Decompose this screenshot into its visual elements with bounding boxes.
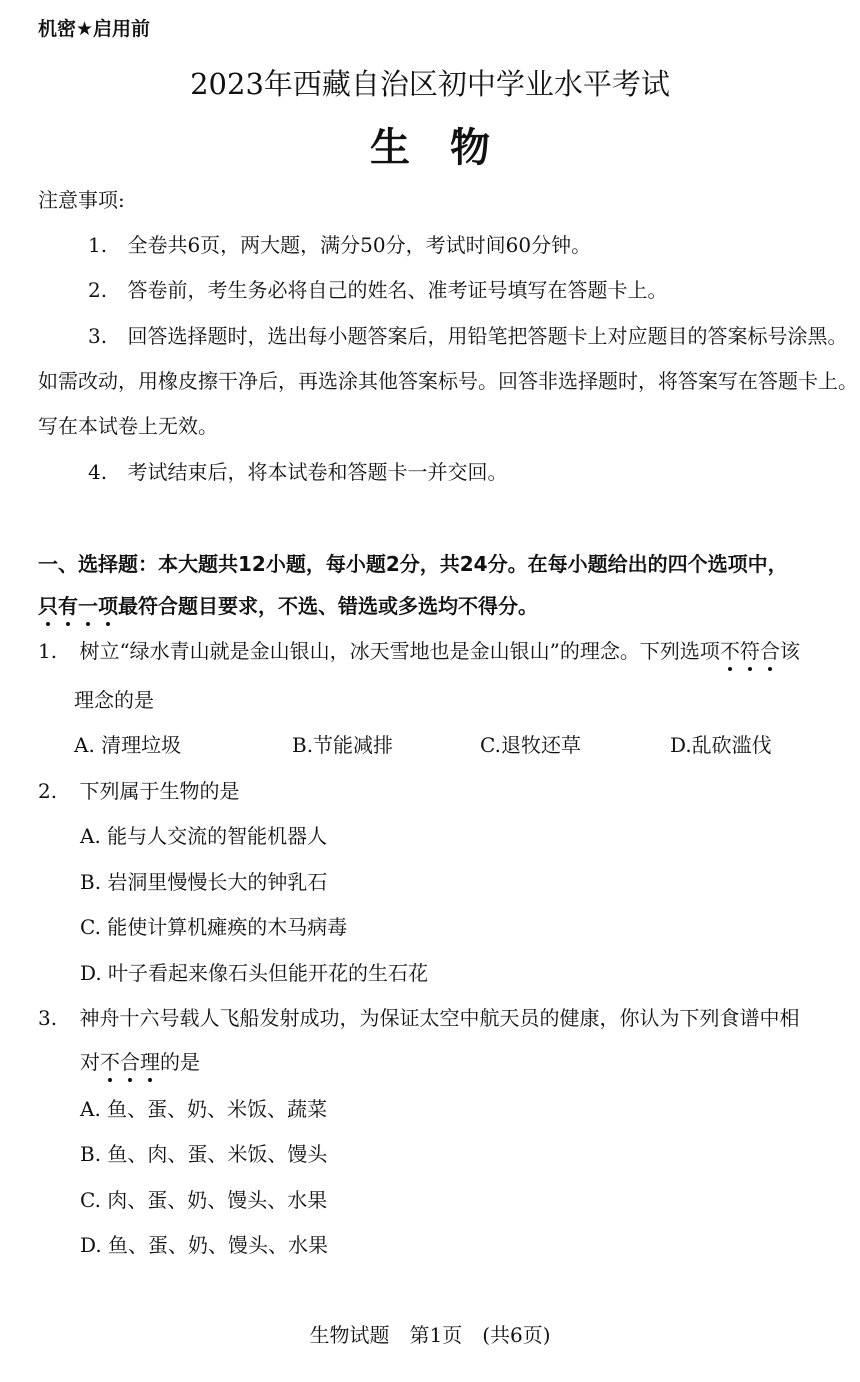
question-2-option-a: A. 能与人交流的智能机器人 — [80, 824, 328, 848]
note-item-4 — [88, 456, 507, 485]
question-number: 2. — [38, 779, 58, 803]
page-footer: 生物试题 第1页 (共6页) — [309, 1323, 551, 1347]
note-text: 答卷前，考生务必将自己的姓名、准考证号填写在答题卡上。 — [127, 278, 668, 302]
question-1-option-c: C.退牧还草 — [480, 733, 581, 757]
question-3-option-d: D. 鱼、蛋、奶、馒头、水果 — [80, 1233, 329, 1257]
question-number: 1. — [38, 639, 58, 663]
section-heading-continued — [38, 590, 538, 619]
question-1-continued: 理念的是 — [74, 688, 154, 712]
question-3-option-c: C. 肉、蛋、奶、馒头、水果 — [80, 1188, 328, 1212]
section-heading: 一、选择题：本大题共12小题，每小题2分，共24分。在每小题给出的四个选项中， — [38, 552, 788, 576]
exam-title: 2023年西藏自治区初中学业水平考试 — [190, 67, 670, 101]
note-number: 2. — [88, 278, 108, 302]
question-number: 3. — [38, 1006, 58, 1030]
note-item-3 — [88, 320, 847, 349]
question-stem-end: 的是 — [160, 1050, 200, 1074]
question-1-option-b: B.节能减排 — [292, 733, 394, 757]
question-2-option-b: B. 岩洞里慢慢长大的钟乳石 — [80, 870, 328, 894]
question-1-option-a: A. 清理垃圾 — [74, 733, 182, 757]
question-2-option-c: C. 能使计算机瘫痪的木马病毒 — [80, 915, 348, 939]
question-stem: 神舟十六号载人飞船发射成功，为保证太空中航天员的健康，你认为下列食谱中相 — [79, 1006, 800, 1030]
note-item-2 — [88, 274, 667, 303]
note-number: 4. — [88, 460, 108, 484]
note-item-3-continued: 如需改动，用橡皮擦干净后，再选涂其他答案标号。回答非选择题时，将答案写在答题卡上。 — [38, 369, 858, 393]
emphasis-unreasonable: 不合理 — [100, 1050, 160, 1074]
question-2 — [38, 775, 239, 804]
question-1 — [38, 635, 800, 664]
note-item-3-end: 写在本试卷上无效。 — [38, 414, 218, 438]
question-stem: 下列属于生物的是 — [79, 779, 240, 803]
question-3-continued — [80, 1046, 200, 1075]
question-3 — [38, 1002, 799, 1031]
confidential-label: 机密★启用前 — [38, 18, 151, 40]
note-number: 1. — [88, 233, 108, 257]
question-2-option-d: D. 叶子看起来像石头但能开花的生石花 — [80, 961, 429, 985]
note-number: 3. — [88, 324, 108, 348]
emphasis-only-one: 只有一项 — [38, 594, 118, 618]
note-text: 回答选择题时，选出每小题答案后，用铅笔把答题卡上对应题目的答案标号涂黑。 — [127, 324, 848, 348]
question-1-option-d: D.乱砍滥伐 — [670, 733, 772, 757]
section-heading-rest: 最符合题目要求，不选、错选或多选均不得分。 — [118, 594, 538, 618]
question-stem-start: 对 — [80, 1050, 100, 1074]
question-3-option-b: B. 鱼、肉、蛋、米饭、馒头 — [80, 1142, 328, 1166]
note-item-1 — [88, 229, 591, 258]
question-stem: 树立“绿水青山就是金山银山，冰天雪地也是金山银山”的理念。下列选项 — [79, 639, 720, 663]
question-stem-end: 该 — [779, 639, 800, 663]
note-text: 全卷共6页，两大题，满分50分，考试时间60分钟。 — [127, 233, 592, 257]
question-3-option-a: A. 鱼、蛋、奶、米饭、蔬菜 — [80, 1097, 328, 1121]
subject-title: 生物 — [370, 125, 530, 171]
note-text: 考试结束后，将本试卷和答题卡一并交回。 — [127, 460, 508, 484]
emphasis-not-match: 不符合 — [720, 639, 780, 663]
notes-heading: 注意事项: — [38, 188, 125, 212]
